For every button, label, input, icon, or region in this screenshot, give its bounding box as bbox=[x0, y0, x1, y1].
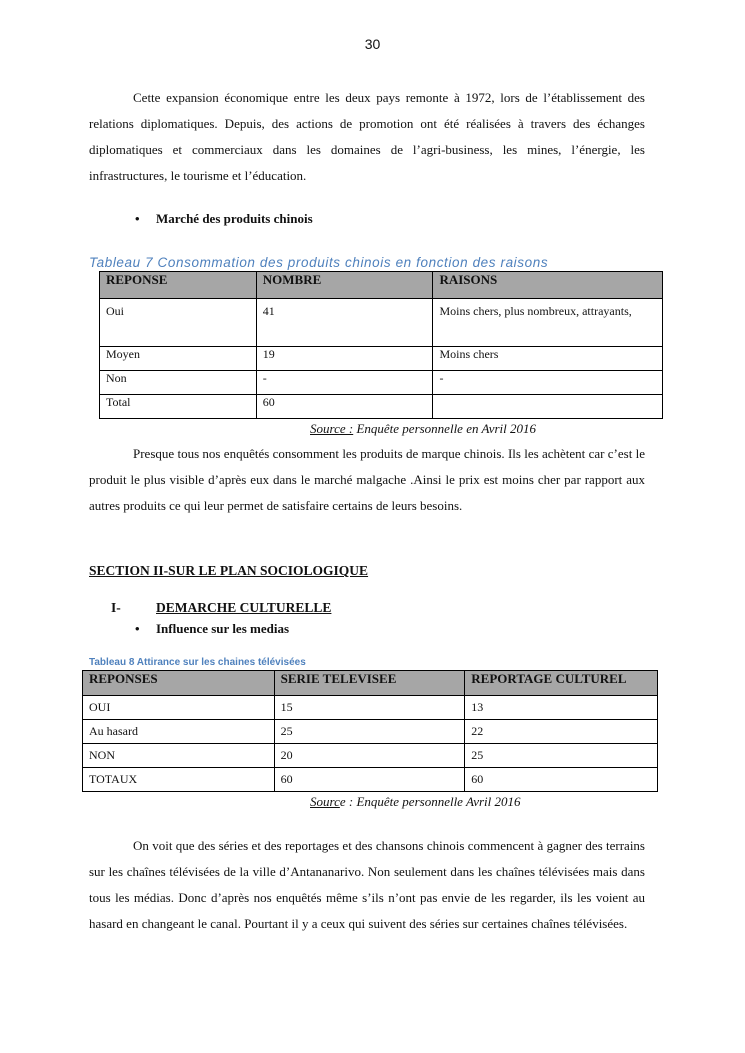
paragraph-series-text: On voit que des séries et des reportages et des chansons chinois commencent à gagner des terrains sur les chaînes télévisées de la ville d’Antananarivo. Non seulement dans les chaînes télévisées mais dans tous les médias. Donc d’après nos enquêtés même s’ils n’ont pas envie de les regarder, ils les voient au hasard en changeant le canal. Pourtant il y a ceux qui suivent des séries sur certaines chaînes télévisées. bbox=[89, 838, 645, 931]
table-cell: 25 bbox=[465, 744, 658, 768]
table-cell: 13 bbox=[465, 696, 658, 720]
table7-header-cell: RAISONS bbox=[433, 272, 663, 299]
section-roman-numeral: I- bbox=[111, 600, 121, 615]
table8-header-cell: REPORTAGE CULTUREL bbox=[465, 671, 658, 696]
table-cell: 15 bbox=[274, 696, 465, 720]
paragraph-consommation-text: Presque tous nos enquêtés consomment les produits de marque chinois. Ils les achètent car c’est le produit le plus visible d’après eux dans le marché malgache .Ainsi le prix est moins cher par rapport aux autres produits ce qui leur permet de satisfaire certains de leurs besoins. bbox=[89, 446, 645, 513]
table7-caption: Tableau 7 Consommation des produits chinois en fonction des raisons bbox=[89, 255, 549, 270]
table-row bbox=[83, 720, 658, 744]
table-row bbox=[83, 744, 658, 768]
table8 bbox=[82, 670, 658, 792]
table-cell: OUI bbox=[83, 696, 275, 720]
table-cell: Total bbox=[100, 395, 257, 419]
table-cell: 20 bbox=[274, 744, 465, 768]
table7-header-row bbox=[100, 272, 663, 299]
table-row bbox=[100, 299, 663, 347]
bullet-dot-icon: • bbox=[135, 621, 140, 636]
table-row bbox=[83, 768, 658, 792]
section-subtitle: DEMARCHE CULTURELLE bbox=[156, 600, 332, 615]
paragraph-consommation bbox=[89, 441, 645, 519]
paragraph-expansion bbox=[89, 85, 645, 189]
table-cell: Non bbox=[100, 371, 257, 395]
table8-header-cell: REPONSES bbox=[83, 671, 275, 696]
table-cell: 22 bbox=[465, 720, 658, 744]
table-cell: Au hasard bbox=[83, 720, 275, 744]
table8-caption: Tableau 8 Attirance sur les chaines télévisées bbox=[89, 657, 306, 668]
table-cell: Oui bbox=[100, 299, 257, 347]
table-row bbox=[83, 696, 658, 720]
bullet-medias bbox=[135, 621, 289, 637]
table7-source-text: Enquête personnelle en Avril 2016 bbox=[353, 421, 537, 436]
table7-header-cell: NOMBRE bbox=[256, 272, 433, 299]
table-row bbox=[100, 347, 663, 371]
bullet-marche-label: Marché des produits chinois bbox=[156, 211, 313, 226]
table-cell: 60 bbox=[256, 395, 433, 419]
table-cell: TOTAUX bbox=[83, 768, 275, 792]
paragraph-series bbox=[89, 833, 645, 937]
table7-source bbox=[310, 421, 536, 437]
section-title: SECTION II-SUR LE PLAN SOCIOLOGIQUE bbox=[89, 563, 369, 578]
table-cell: NON bbox=[83, 744, 275, 768]
table8-source-label: Sourc bbox=[310, 794, 340, 809]
table-cell: 60 bbox=[274, 768, 465, 792]
bullet-dot-icon: • bbox=[135, 211, 140, 226]
table7-source-label: Source : bbox=[310, 421, 354, 436]
table7-header-cell: REPONSE bbox=[100, 272, 257, 299]
table-cell: - bbox=[433, 371, 663, 395]
table-cell: Moins chers bbox=[433, 347, 663, 371]
table-cell: Moins chers, plus nombreux, attrayants, bbox=[433, 299, 663, 347]
table8-header-row bbox=[83, 671, 658, 696]
table-cell: 41 bbox=[256, 299, 433, 347]
table-cell: - bbox=[256, 371, 433, 395]
table-row bbox=[100, 395, 663, 419]
paragraph-expansion-text: Cette expansion économique entre les deux pays remonte à 1972, lors de l’établissement des relations diplomatiques. Depuis, des actions de promotion ont été réalisées à travers des échanges diplomatiques et commerciaux dans les domaines de l’agri-business, les mines, l’énergie, les infrastructures, le tourisme et l’éducation. bbox=[89, 90, 645, 183]
table-cell: 60 bbox=[465, 768, 658, 792]
table8-source bbox=[310, 794, 521, 810]
table7 bbox=[99, 271, 663, 419]
bullet-marche bbox=[135, 211, 313, 227]
table8-source-text: e : Enquête personnelle Avril 2016 bbox=[339, 794, 521, 809]
table-cell: 19 bbox=[256, 347, 433, 371]
table-row bbox=[100, 371, 663, 395]
table-cell bbox=[433, 395, 663, 419]
bullet-medias-label: Influence sur les medias bbox=[156, 621, 290, 636]
table8-header-cell: SERIE TELEVISEE bbox=[274, 671, 465, 696]
table-cell: 25 bbox=[274, 720, 465, 744]
page-number: 30 bbox=[364, 36, 381, 52]
table-cell: Moyen bbox=[100, 347, 257, 371]
